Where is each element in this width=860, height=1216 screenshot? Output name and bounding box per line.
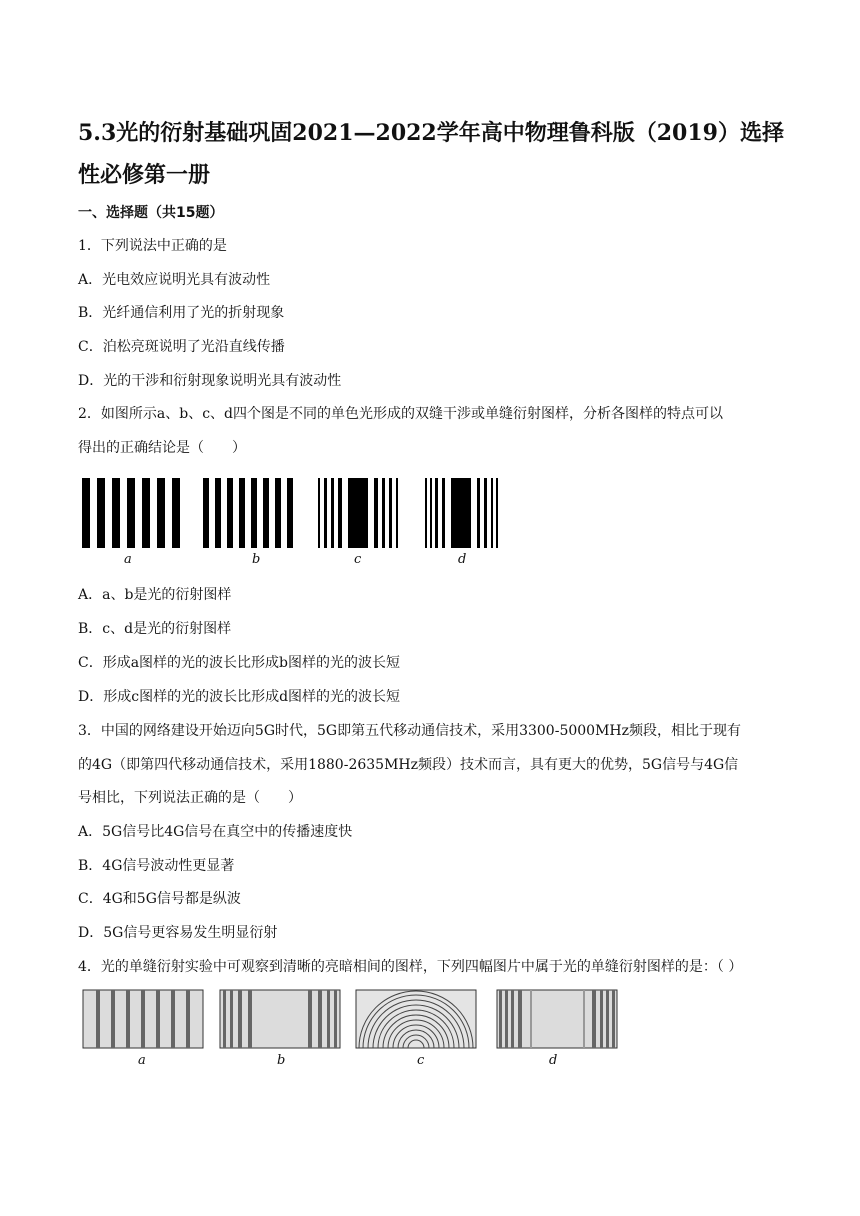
q2-fig-label-d: d xyxy=(458,552,467,567)
q1-option-b: B．光纤通信利用了光的折射现象 xyxy=(78,305,285,321)
q4-figure-patterns xyxy=(78,988,638,1052)
q1-option-c: C．泊松亮斑说明了光沿直线传播 xyxy=(78,339,285,355)
q3-stem-line3: 号相比，下列说法正确的是（ ） xyxy=(78,790,302,806)
q2-option-b: B．c、d是光的衍射图样 xyxy=(78,621,232,637)
q4-pattern-a xyxy=(83,990,203,1048)
q2-stem-line1: 2．如图所示a、b、c、d四个图是不同的单色光形成的双缝干涉或单缝衍射图样，分析各图样的特点可以 xyxy=(78,406,724,422)
q3-option-d: D．5G信号更容易发生明显衍射 xyxy=(78,925,278,941)
q1-stem: 1．下列说法中正确的是 xyxy=(78,238,227,254)
q2-fig-label-b: b xyxy=(252,552,261,567)
q1-option-a: A．光电效应说明光具有波动性 xyxy=(78,272,271,288)
q2-option-a: A．a、b是光的衍射图样 xyxy=(78,587,232,603)
q4-fig-label-d: d xyxy=(549,1053,558,1068)
q2-pattern-c xyxy=(318,478,398,548)
q4-fig-label-b: b xyxy=(277,1053,286,1068)
q3-option-a: A．5G信号比4G信号在真空中的传播速度快 xyxy=(78,824,353,840)
q2-pattern-a xyxy=(82,478,180,548)
q4-pattern-c xyxy=(356,990,476,1048)
q2-fig-label-a: a xyxy=(124,552,132,567)
document-title: 5.3光的衍射基础巩固2021—2022学年高中物理鲁科版（2019）选择性必修第一册 xyxy=(78,120,784,188)
q3-option-b: B．4G信号波动性更显著 xyxy=(78,858,235,874)
q4-pattern-b xyxy=(220,990,340,1048)
q4-fig-label-a: a xyxy=(138,1053,146,1068)
q2-fig-label-c: c xyxy=(354,552,362,567)
q2-stem-line2: 得出的正确结论是（ ） xyxy=(78,440,246,456)
q3-option-c: C．4G和5G信号都是纵波 xyxy=(78,891,241,907)
section-heading: 一、选择题（共15题） xyxy=(78,205,224,221)
q2-pattern-d xyxy=(425,478,498,548)
q4-stem: 4．光的单缝衍射实验中可观察到清晰的亮暗相间的图样，下列四幅图片中属于光的单缝衍射图样的是：（ ） xyxy=(78,959,743,975)
q3-stem-line2: 的4G（即第四代移动通信技术，采用1880-2635MHz频段）技术而言，具有更大的优势，5G信号与4G信 xyxy=(78,757,739,773)
q1-option-d: D．光的干涉和衍射现象说明光具有波动性 xyxy=(78,373,342,389)
q2-pattern-b xyxy=(203,478,293,548)
q4-fig-label-c: c xyxy=(417,1053,425,1068)
q2-figure-fringe-patterns xyxy=(78,476,518,570)
q2-option-c: C．形成a图样的光的波长比形成b图样的光的波长短 xyxy=(78,655,401,671)
q3-stem-line1: 3．中国的网络建设开始迈向5G时代，5G即第五代移动通信技术，采用3300-5000MHz频段，相比于现有 xyxy=(78,723,741,739)
q2-option-d: D．形成c图样的光的波长比形成d图样的光的波长短 xyxy=(78,689,401,705)
q4-pattern-d xyxy=(497,990,617,1048)
